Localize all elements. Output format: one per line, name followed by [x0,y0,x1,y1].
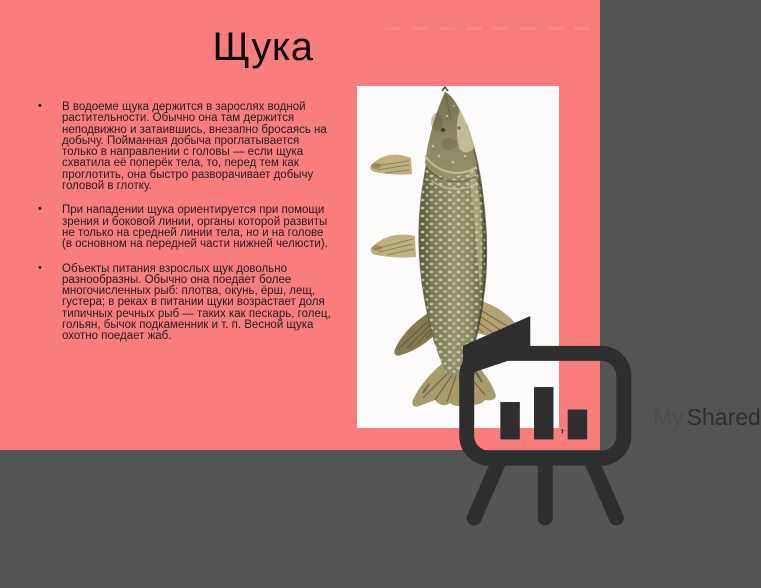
bullet-marker: • [38,100,42,112]
slide-title: Щука [212,25,314,69]
myshared-watermark [448,401,761,433]
bullet-text-3: Объекты питания взрослых щук довольно разнообразны. Обычно она поедает более многочисленных рыб: плотва, окунь, ёрш, лещ, густера; в реках в питании щуки возрастает доля типичных речных рыб — таких как пескарь, голец, гольян, бычок подкаменник и т. п. Весной щука охотно поедает жаб. [62,262,331,343]
bullet-item-2 [38,203,336,251]
bullet-list [38,100,336,356]
pike-pelvic-fin [371,234,416,257]
watermark-text-shared: Shared [686,404,761,430]
pike-photo-panel [357,86,761,435]
watermark-accent-mark: , [560,416,565,435]
bullet-marker: • [38,203,42,216]
bullet-text-1: В водоеме щука держится в зарослях водной растительности. Обычно она там держится неподвижно и затаившись, внезапно бросаясь на добычу. Пойманная добыча проглатывается только в направлении с головы — если щука схватила её поперёк тела, то, перед тем как проглотить, она быстро разворачивает добычу головой в глотку. [62,101,327,193]
bullet-item-3 [38,261,336,343]
bullet-marker: • [38,261,42,274]
bullet-text-2: При нападении щука ориентируется при помощи зрения и боковой линии, органы которой развиты не только на средней линии тела, но и на голове (в основном на передней части нижней челюсти). [62,204,328,251]
bullet-item-1 [38,100,336,193]
pike-pectoral-fin [370,155,412,175]
watermark-text-my: My [653,404,684,430]
myshared-easel-icon [448,246,650,588]
